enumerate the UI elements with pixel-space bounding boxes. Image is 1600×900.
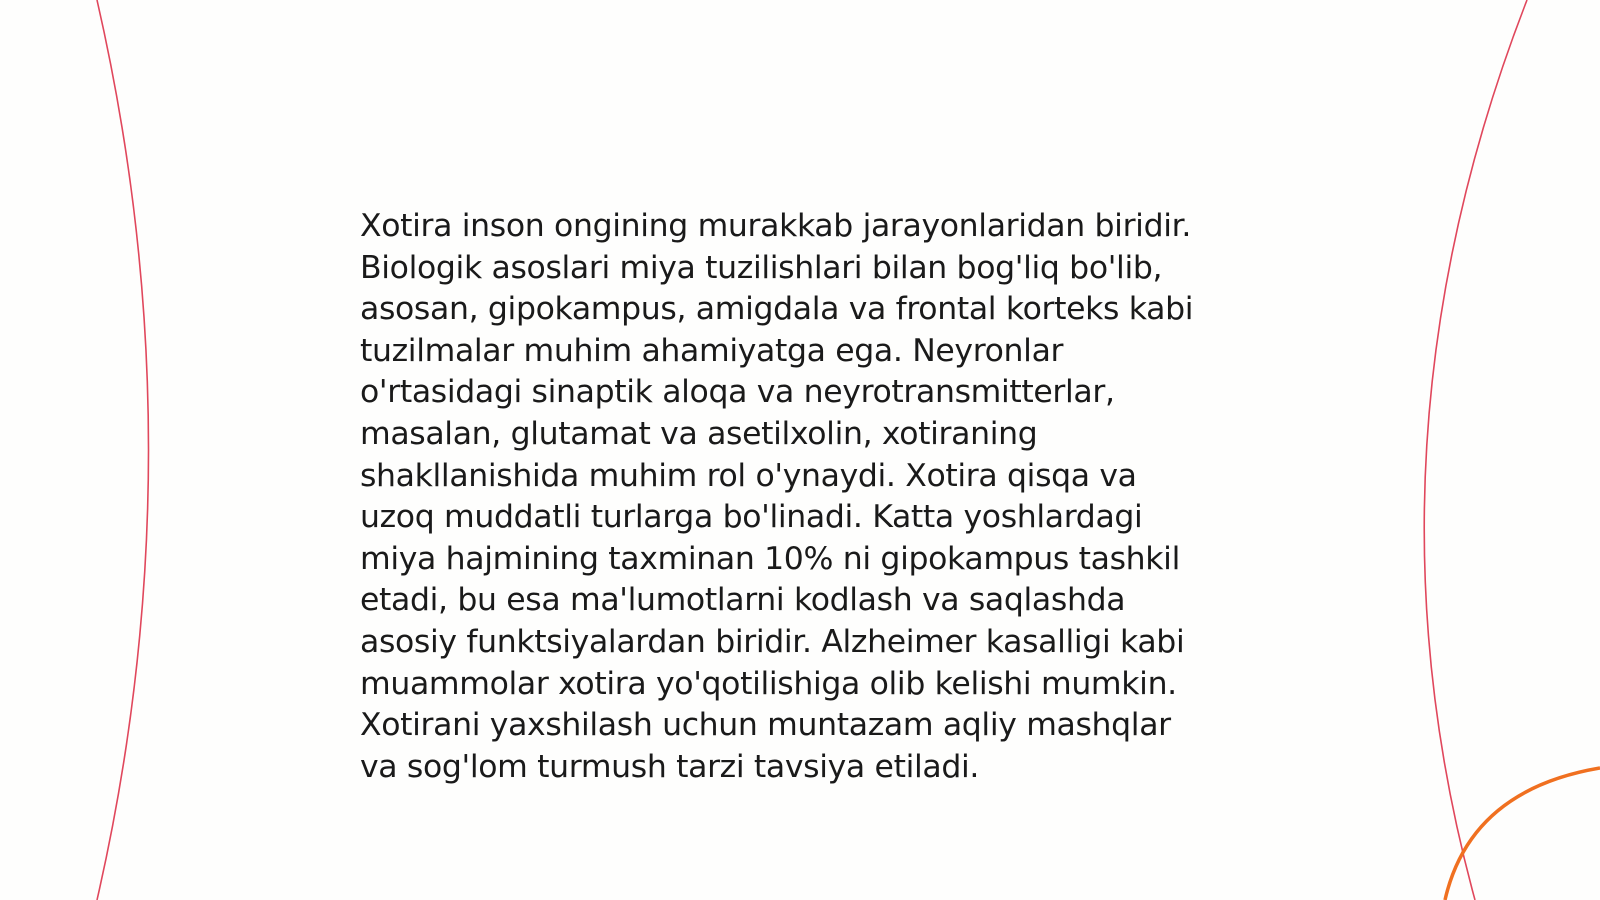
orange-arc — [1445, 768, 1600, 900]
body-paragraph: Xotira inson ongining murakkab jarayonlaridan biridir. Biologik asoslari miya tuzilishlari bilan bog'liq bo'lib, asosan, gipokampus, amigdala va frontal korteks kabi tuzilmalar muhim ahamiyatga ega. Neyronlar o'rtasidagi sinaptik aloqa va neyrotransmitterlar, masalan, glutamat va asetilxolin, xotiraning shakllanishida muhim rol o'ynaydi. Xotira qisqa va uzoq muddatli turlarga bo'linadi. Katta yoshlardagi miya hajmining taxminan 10% ni gipokampus tashkil etadi, bu esa ma'lumotlarni kodlash va saqlashda asosiy funktsiyalardan biridir. Alzheimer kasalligi kabi muammolar xotira yo'qotilishiga olib kelishi mumkin. Xotirani yaxshilash uchun muntazam aqliy mashqlar va sog'lom turmush tarzi tavsiya etiladi. — [360, 208, 1194, 785]
right-curve-line — [1424, 0, 1527, 900]
left-curve-line — [97, 0, 149, 900]
